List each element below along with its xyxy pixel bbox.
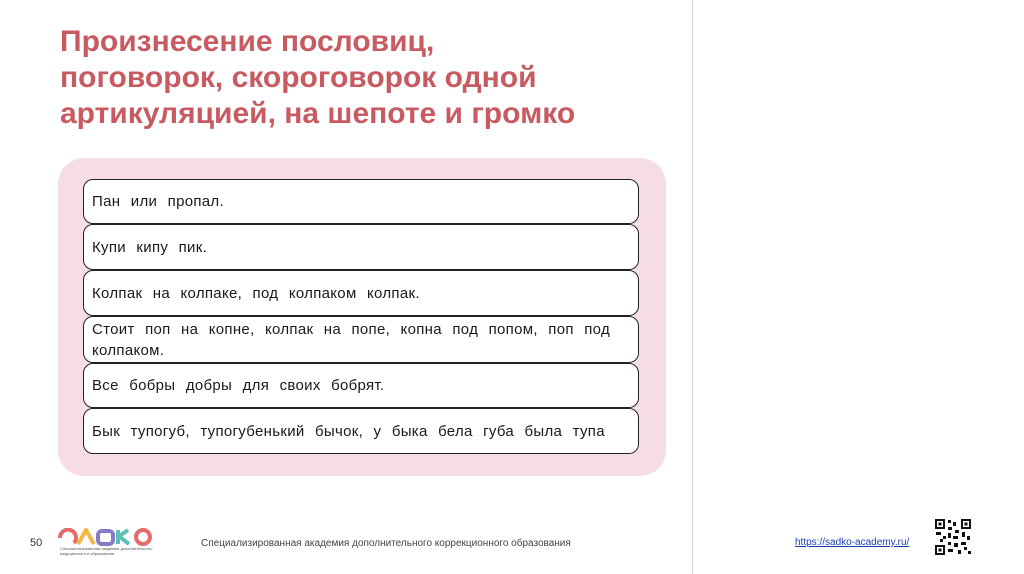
phrase-text: Бык тупогуб, тупогубенький бычок, у быка бела губа была тупа	[92, 422, 605, 440]
sadko-logo-icon	[58, 528, 156, 546]
phrase-text: Стоит поп на копне, колпак на попе, копна под попом, поп под колпаком.	[92, 320, 621, 359]
phrase-text: Пан или пропал.	[92, 193, 224, 210]
phrase-text: Все бобры добры для своих бобрят.	[92, 377, 385, 394]
academy-link[interactable]: https://sadko-academy.ru/	[795, 537, 910, 548]
phrase-text: Колпак на колпаке, под колпаком колпак.	[92, 284, 420, 302]
phrase-text: Купи кипу пик.	[92, 238, 208, 256]
phrase-row	[83, 316, 639, 363]
slide-title	[60, 24, 660, 132]
phrase-row	[83, 363, 639, 408]
logo-subtitle: Специализированная академия дополнительного медицинского и образования	[60, 546, 153, 556]
phrase-row	[83, 270, 639, 316]
sadko-logo	[58, 528, 156, 554]
qr-code-icon	[934, 518, 972, 556]
side-panel	[693, 0, 1024, 574]
title-line: поговорок, скороговорок одной	[60, 61, 537, 94]
phrase-row	[83, 179, 639, 224]
title-line: артикуляцией, на шепоте и громко	[60, 97, 576, 130]
phrase-row	[83, 224, 639, 270]
academy-name: Специализированная академия дополнительного коррекционного образования	[201, 538, 571, 549]
title-line: Произнесение пословиц,	[60, 25, 435, 58]
page-number: 50	[30, 537, 43, 549]
phrase-row	[83, 408, 639, 454]
